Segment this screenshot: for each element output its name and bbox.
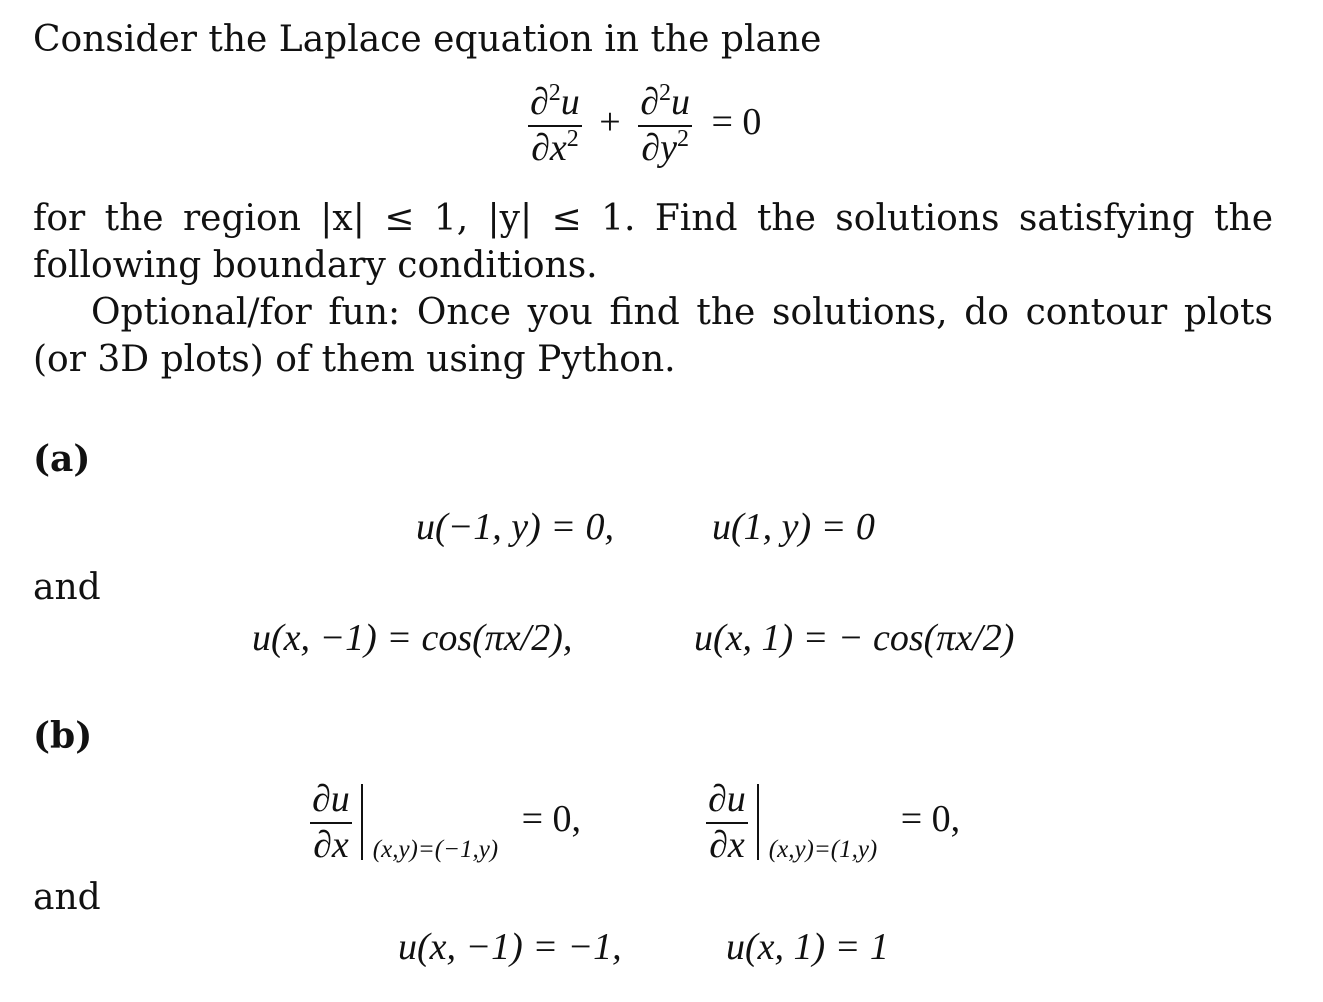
d2u-dx2-fraction: $\frac{\partial^2u}{\partial x^2}$ <box>530 80 580 169</box>
plus-sign: + <box>599 100 621 143</box>
du-dx-fraction: $\frac{\partial u}{\partial x}$ <box>312 778 350 866</box>
bc-b-bottom: u(x, −1) = −1, <box>398 926 622 968</box>
bc-a-bottom: u(x, −1) = cos(πx/2), <box>252 617 573 659</box>
and-text-b: and <box>33 877 101 918</box>
bc-a-right: u(1, y) = 0 <box>712 506 875 548</box>
optional-paragraph: Optional/for fun: Once you find the solutions, do contour plots (or 3D plots) of them using Python. <box>33 292 1273 380</box>
intro-text: Consider the Laplace equation in the plane <box>33 19 822 60</box>
neumann-left <box>310 780 581 864</box>
equals-zero: = 0, <box>521 797 582 840</box>
evaluation-point: (x,y)=(−1,y) <box>372 835 499 863</box>
evaluation-bar <box>361 784 363 860</box>
du-dx-fraction: $\frac{\partial u}{\partial x}$ <box>708 778 746 866</box>
and-text-a: and <box>33 567 101 608</box>
evaluation-bar <box>757 784 759 860</box>
d2u-dy2-fraction: $\frac{\partial^2u}{\partial y^2}$ <box>640 80 690 169</box>
bc-a-top: u(x, 1) = − cos(πx/2) <box>694 617 1015 659</box>
part-a-label: (a) <box>33 438 91 480</box>
bc-a-left: u(−1, y) = 0, <box>416 506 614 548</box>
equals-zero: = 0, <box>900 797 961 840</box>
laplace-equation <box>528 80 762 169</box>
evaluation-point: (x,y)=(1,y) <box>768 835 878 863</box>
equals-zero: = 0 <box>711 100 762 143</box>
neumann-right <box>706 780 960 864</box>
region-paragraph: for the region |x| ≤ 1, |y| ≤ 1. Find the solutions satisfying the following boundary conditions. <box>33 198 1273 286</box>
part-b-label: (b) <box>33 715 93 757</box>
bc-b-top: u(x, 1) = 1 <box>726 926 889 968</box>
